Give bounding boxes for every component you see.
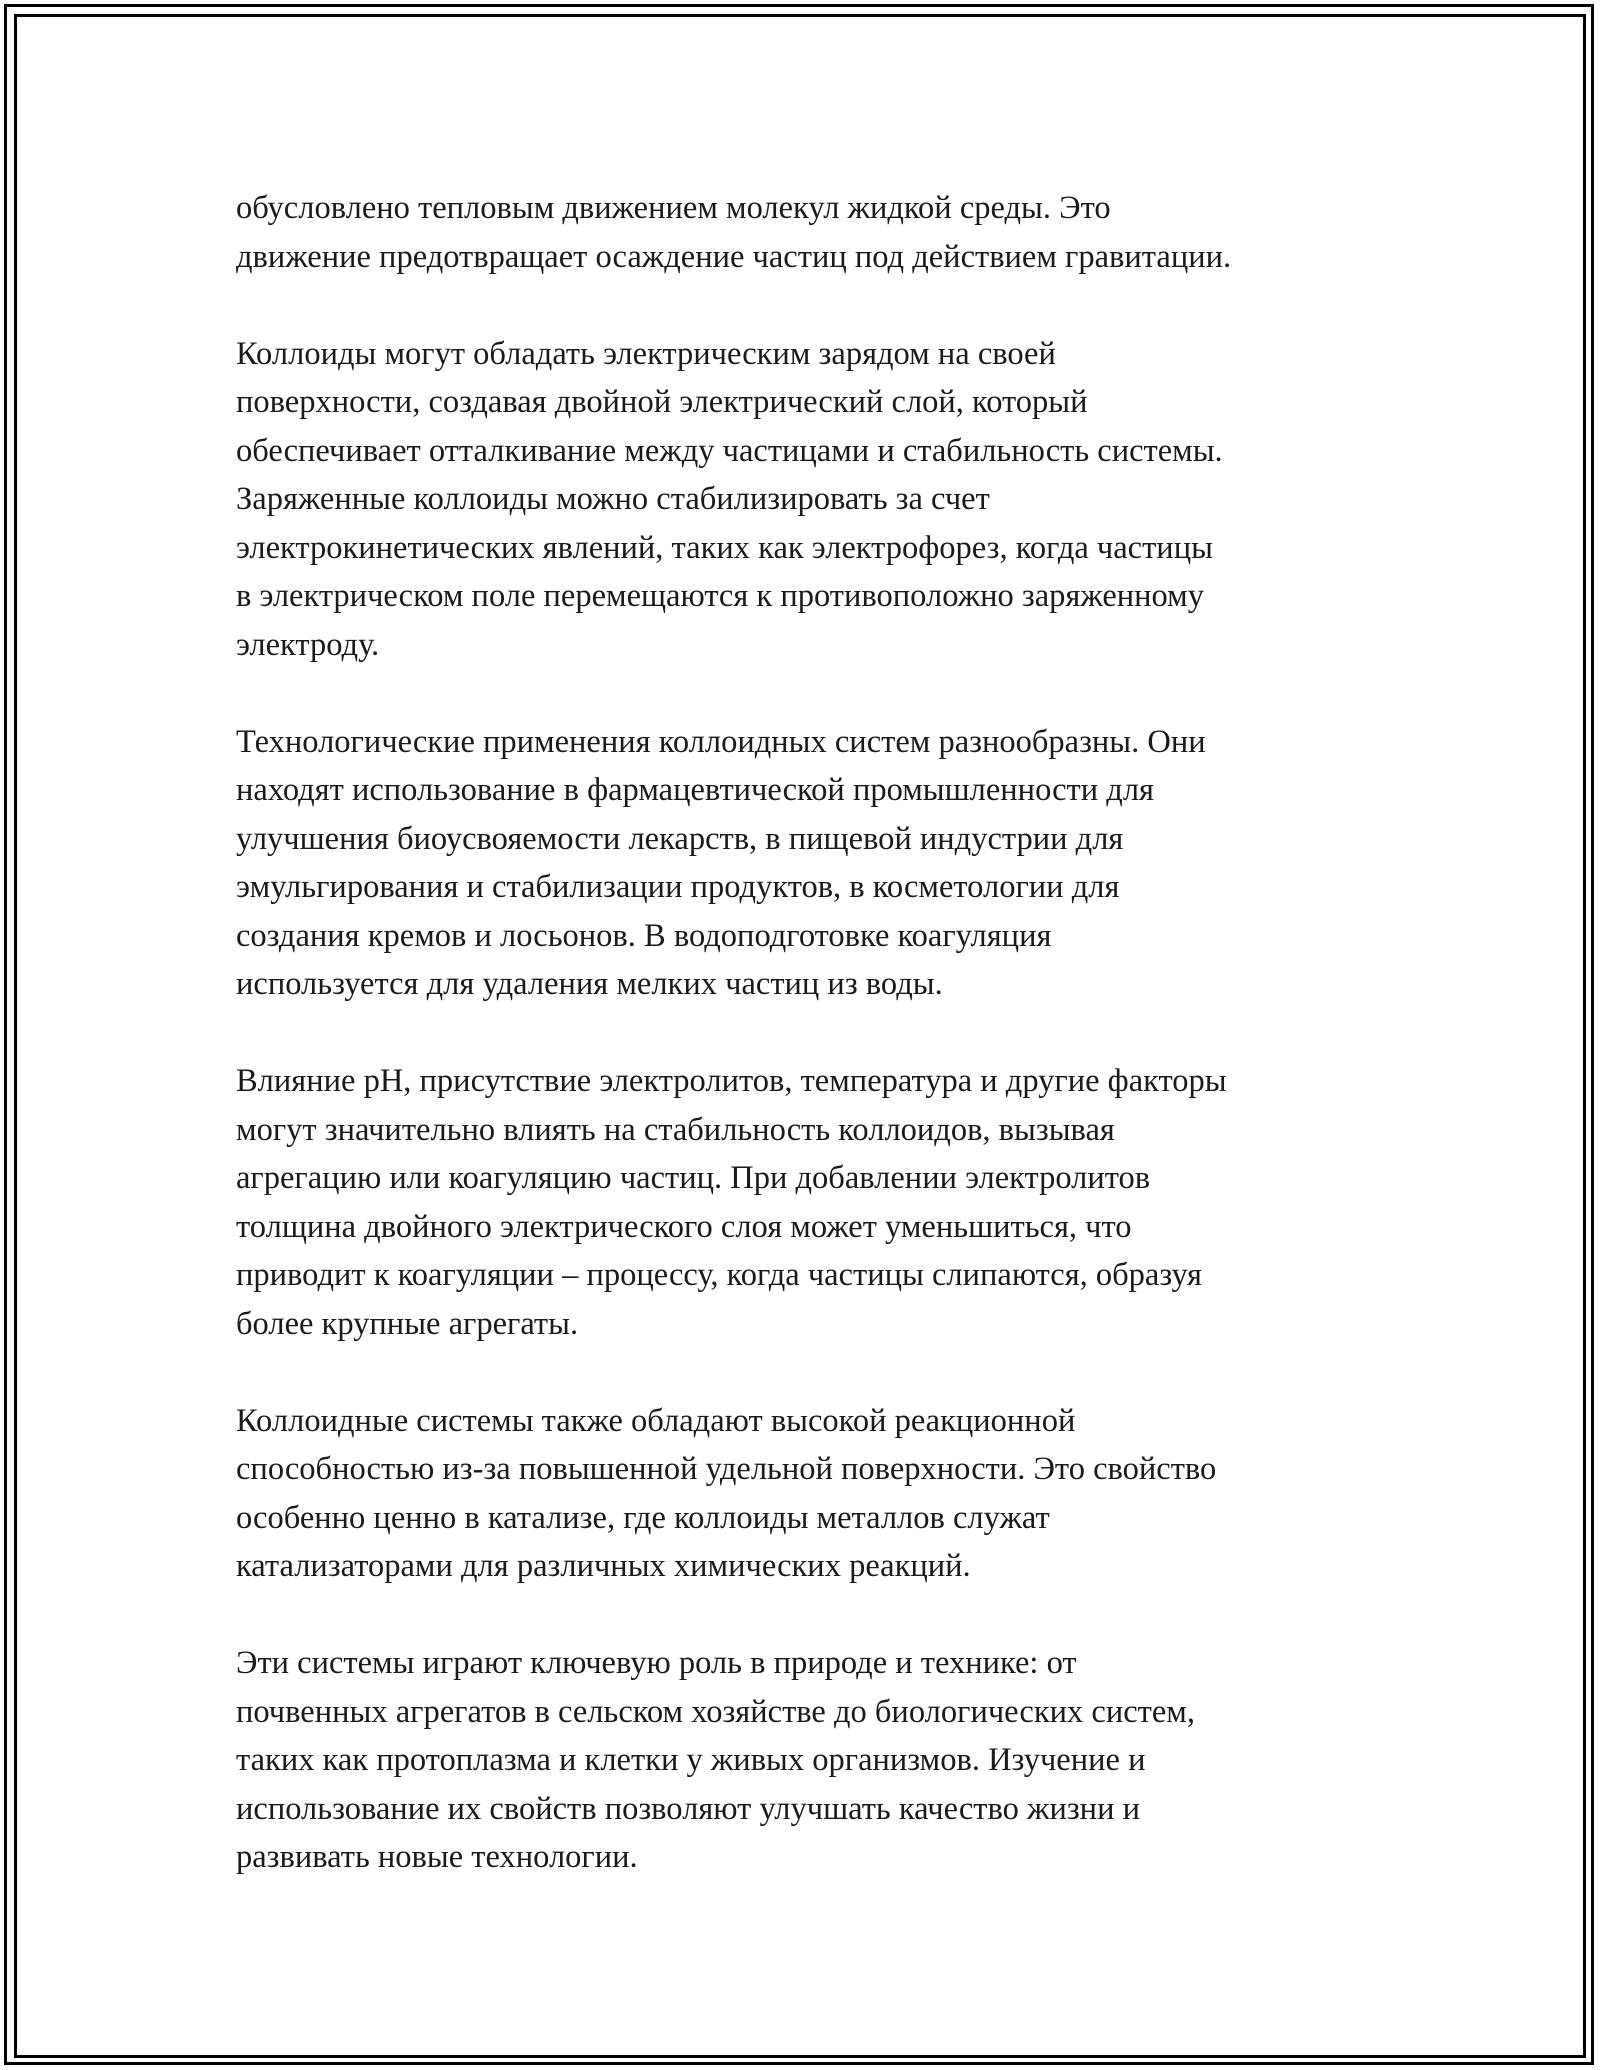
document-body: [236, 184, 1376, 1882]
paragraph-applications: Технологические применения коллоидных систем разнообразны. Они находят использование в фармацевтической промышленности для улучшения биоусвояемости лекарств, в пищевой индустрии для эмульгирования и стабилизации продуктов, в косметологии для создания кремов и лосьонов. В водоподготовке коагуляция используется для удаления мелких частиц из воды.: [236, 723, 1206, 1002]
paragraph-conclusion: Эти системы играют ключевую роль в природе и технике: от почвенных агрегатов в сельском хозяйстве до биологических систем, таких как протоплазма и клетки у живых организмов. Изучение и использование их свойств позволяют улучшать качество жизни и развивать новые технологии.: [236, 1645, 1195, 1875]
paragraph-reactivity: Коллоидные системы также обладают высокой реакционной способностью из-за повышенной удельной поверхности. Это свойство особенно ценно в катализе, где коллоиды металлов служат катализаторами для различных химических реакций.: [236, 1402, 1217, 1584]
paragraph-electric-charge: Коллоиды могут обладать электрическим зарядом на своей поверхности, создавая двойной электрический слой, который обеспечивает отталкивание между частицами и стабильность системы. Заряженные коллоиды можно стабилизировать за счет электрокинетических явлений, таких как электрофорез, когда частицы в электрическом поле перемещаются к противоположно заряженному электроду.: [236, 335, 1223, 663]
paragraph-brownian-motion: обусловлено тепловым движением молекул жидкой среды. Это движение предотвращает осаждение частиц под действием гравитации.: [236, 190, 1232, 275]
paragraph-stability-factors: Влияние pH, присутствие электролитов, температура и другие факторы могут значительно влиять на стабильность коллоидов, вызывая агрегацию или коагуляцию частиц. При добавлении электролитов толщина двойного электрического слоя может уменьшиться, что приводит к коагуляции – процессу, когда частицы слипаются, образуя более крупные агрегаты.: [236, 1063, 1227, 1342]
